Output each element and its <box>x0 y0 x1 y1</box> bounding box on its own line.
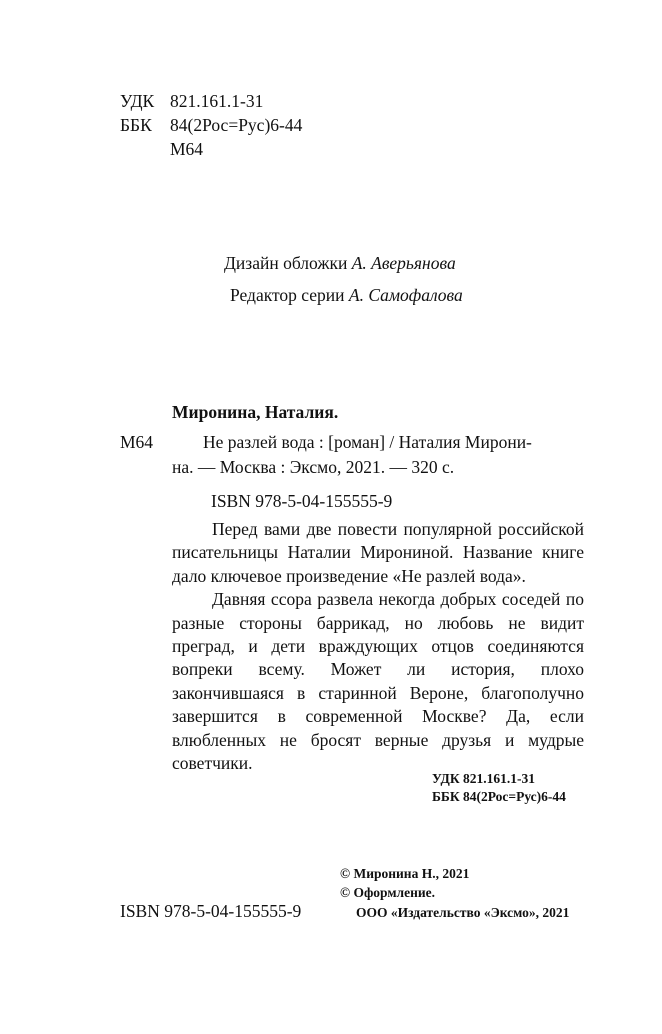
annotation-paragraph-1: Перед вами две повести популярной российской писательницы Наталии Мирониной. Название книге дало ключевое произведение «Не разлей вода». <box>172 519 584 586</box>
author-mark-record: М64 <box>120 432 154 452</box>
record-author: Миронина, Наталия. <box>172 402 339 422</box>
summary-bbk: ББК 84(2Рос=Рус)6-44 <box>432 789 566 804</box>
bbk-line <box>120 113 302 137</box>
udk-line <box>120 89 263 113</box>
record-title-line-1: Не разлей вода : [роман] / Наталия Мирони- <box>203 432 532 452</box>
cover-design-prefix: Дизайн обложки <box>224 253 348 273</box>
footer-isbn: ISBN 978-5-04-155555-9 <box>120 901 302 921</box>
copyright-author: © Миронина Н., 2021 <box>340 866 470 881</box>
bbk-label: ББК <box>120 115 152 135</box>
summary-udk: УДК 821.161.1-31 <box>432 771 535 786</box>
annotation <box>172 518 584 775</box>
annotation-paragraph-2: Давняя ссора развела некогда добрых соседей по разные стороны баррикад, но любовь не видит преград, и дети враждующих отцов соединяются вопреки всему. Может ли история, плохо закончившаяся в старинной Вероне, благополучно завершится в современной Москве? Да, если влюбленных не бросят верные друзья и мудрые советчики. <box>172 589 584 774</box>
cover-design-name: А. Аверьянова <box>351 253 456 273</box>
series-editor-credit <box>230 283 463 307</box>
copyright-publisher: ООО «Издательство «Эксмо», 2021 <box>356 905 570 920</box>
series-editor-prefix: Редактор серии <box>230 285 345 305</box>
copyright-design: © Оформление. <box>340 885 436 900</box>
record-isbn: ISBN 978-5-04-155555-9 <box>211 491 393 511</box>
cover-design-credit <box>224 251 456 275</box>
author-mark-top: М64 <box>170 139 204 159</box>
udk-label: УДК <box>120 91 155 111</box>
record-title-line-2: на. — Москва : Эксмо, 2021. — 320 с. <box>172 457 455 477</box>
series-editor-name: А. Самофалова <box>348 285 463 305</box>
udk-value: 821.161.1-31 <box>170 91 264 111</box>
bbk-value: 84(2Рос=Рус)6-44 <box>170 115 303 135</box>
